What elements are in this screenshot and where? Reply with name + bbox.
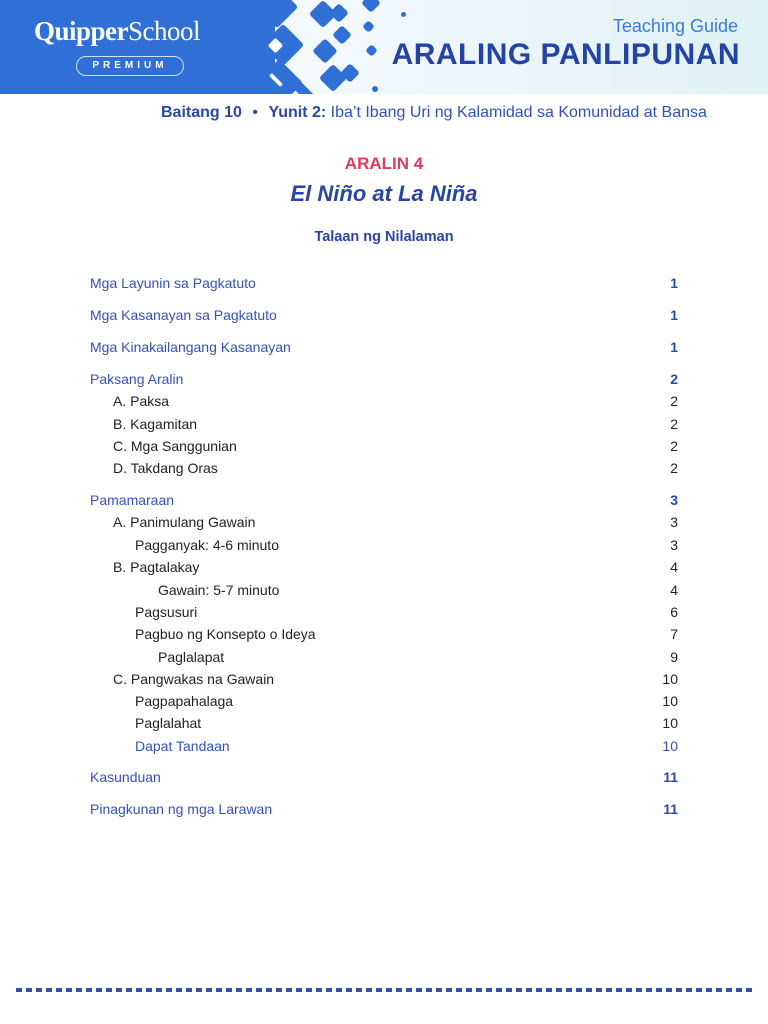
toc-entry-label: C. Mga Sanggunian bbox=[113, 438, 237, 454]
toc-entry[interactable] bbox=[90, 736, 678, 756]
toc-entry-label: Paksang Aralin bbox=[90, 371, 184, 387]
toc-entry-label: Pinagkunan ng mga Larawan bbox=[90, 801, 273, 817]
toc-entry-label: Paglalahat bbox=[135, 715, 202, 731]
toc-entry-label: Mga Kinakailangang Kasanayan bbox=[90, 339, 291, 355]
page-header bbox=[0, 0, 768, 94]
toc-entry-page: 3 bbox=[670, 537, 678, 553]
subject-title: ARALING PANLIPUNAN bbox=[391, 38, 740, 71]
toc-entry[interactable] bbox=[90, 337, 678, 357]
toc-entry-page: 6 bbox=[670, 604, 678, 620]
toc-entry-page: 9 bbox=[670, 649, 678, 665]
toc-entry[interactable] bbox=[90, 557, 678, 577]
lesson-title: El Niño at La Niña bbox=[290, 181, 478, 206]
toc-entry[interactable] bbox=[90, 624, 678, 644]
toc-entry-page: 1 bbox=[670, 307, 678, 323]
toc-entry[interactable] bbox=[90, 490, 678, 510]
toc-entry[interactable] bbox=[90, 535, 678, 555]
toc-entry-label: Pamamaraan bbox=[90, 492, 175, 508]
toc-heading: Talaan ng Nilalaman bbox=[314, 229, 454, 245]
grade-label: Baitang 10 bbox=[161, 104, 242, 121]
toc-entry[interactable] bbox=[90, 391, 678, 411]
toc-entry-page: 10 bbox=[662, 738, 678, 754]
toc-entry[interactable] bbox=[90, 436, 678, 456]
toc-entry[interactable] bbox=[90, 580, 678, 600]
toc-entry-label: Mga Kasanayan sa Pagkatuto bbox=[90, 307, 277, 323]
toc-entry-page: 4 bbox=[670, 582, 678, 598]
toc-entry-label: Pagganyak: 4-6 minuto bbox=[135, 537, 279, 553]
toc-entry-label: Mga Layunin sa Pagkatuto bbox=[90, 275, 256, 291]
toc-entry-label: Dapat Tandaan bbox=[135, 738, 230, 754]
toc-entry-page: 10 bbox=[662, 693, 678, 709]
toc-entry[interactable] bbox=[90, 767, 678, 787]
toc-entry-page: 2 bbox=[670, 416, 678, 432]
quipper-school-logo bbox=[34, 16, 200, 47]
toc-entry-label: C. Pangwakas na Gawain bbox=[113, 671, 275, 687]
toc-entry-page: 1 bbox=[670, 275, 678, 291]
unit-title: Iba’t Ibang Uri ng Kalamidad sa Komunidad at Bansa bbox=[330, 104, 707, 121]
toc-entry-page: 10 bbox=[662, 671, 678, 687]
toc-entry[interactable] bbox=[90, 458, 678, 478]
unit-label: Yunit 2: bbox=[268, 104, 327, 121]
toc-entry-label: Pagbuo ng Konsepto o Ideya bbox=[135, 626, 316, 642]
toc-entry-page: 2 bbox=[670, 438, 678, 454]
toc-entry[interactable] bbox=[90, 305, 678, 325]
toc-entry-page: 10 bbox=[662, 715, 678, 731]
toc-entry-label: B. Kagamitan bbox=[113, 416, 198, 432]
toc-entry-label: Pagsusuri bbox=[135, 604, 198, 620]
brand-panel bbox=[0, 0, 275, 94]
toc-entry[interactable] bbox=[90, 691, 678, 711]
toc-entry-label: Paglalapat bbox=[158, 649, 225, 665]
toc-entry-page: 2 bbox=[670, 393, 678, 409]
toc-entry[interactable] bbox=[90, 799, 678, 819]
toc-entry-page: 4 bbox=[670, 559, 678, 575]
toc-entry-page: 7 bbox=[670, 626, 678, 642]
toc-entry[interactable] bbox=[90, 512, 678, 532]
toc-entry[interactable] bbox=[90, 669, 678, 689]
logo-bold: Quipper bbox=[34, 16, 129, 46]
unit-breadcrumb bbox=[161, 104, 707, 122]
toc-entry[interactable] bbox=[90, 647, 678, 667]
toc-entry-page: 11 bbox=[663, 801, 678, 817]
premium-badge: PREMIUM bbox=[76, 56, 184, 76]
toc-entry-label: Pagpapahalaga bbox=[135, 693, 234, 709]
toc-entry-page: 3 bbox=[670, 514, 678, 530]
toc-entry-page: 3 bbox=[670, 492, 678, 508]
toc-entry-label: Gawain: 5-7 minuto bbox=[158, 582, 280, 598]
toc-entry-label: B. Pagtalakay bbox=[113, 559, 200, 575]
toc-entry[interactable] bbox=[90, 602, 678, 622]
dotted-footer-divider bbox=[16, 988, 752, 992]
toc-entry-page: 2 bbox=[670, 460, 678, 476]
toc-entry[interactable] bbox=[90, 713, 678, 733]
toc-entry-page: 2 bbox=[670, 371, 678, 387]
toc-entry-label: Kasunduan bbox=[90, 769, 161, 785]
separator-bullet: • bbox=[252, 104, 258, 121]
doc-type-label: Teaching Guide bbox=[612, 16, 738, 36]
toc-entry-label: D. Takdang Oras bbox=[113, 460, 218, 476]
toc-entry-page: 1 bbox=[670, 339, 678, 355]
toc-entry-label: A. Panimulang Gawain bbox=[113, 514, 256, 530]
logo-regular: School bbox=[128, 16, 201, 46]
toc-entry[interactable] bbox=[90, 273, 678, 293]
toc-entry[interactable] bbox=[90, 414, 678, 434]
lesson-number: ARALIN 4 bbox=[344, 154, 424, 173]
toc-entry[interactable] bbox=[90, 369, 678, 389]
toc-entry-page: 11 bbox=[663, 769, 678, 785]
toc-entry-label: A. Paksa bbox=[113, 393, 170, 409]
